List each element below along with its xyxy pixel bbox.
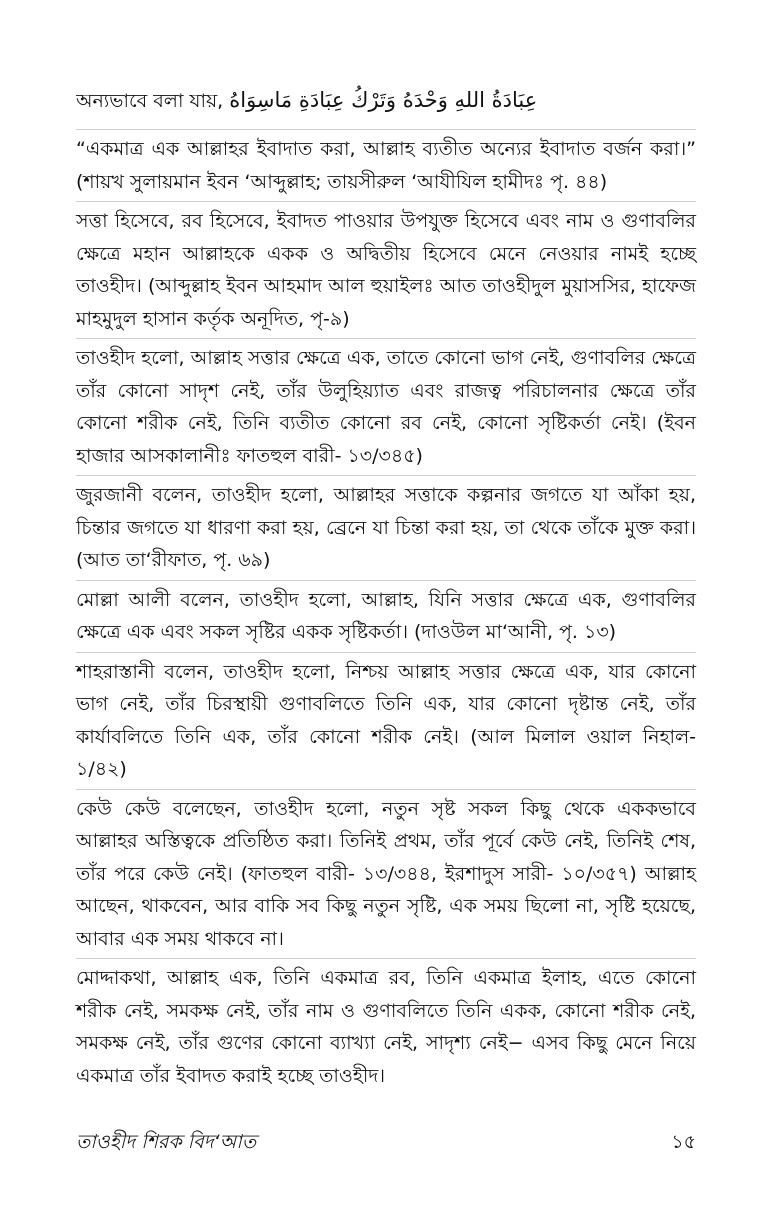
paragraph-5: মোল্লা আলী বলেন, তাওহীদ হলো, আল্লাহ, যিনি সত্তার ক্ষেত্রে এক, গুণাবলির ক্ষেত্রে এক এবং সকল সৃষ্টির একক সৃষ্টিকর্তা। (দাওউল মা‘আনী, পৃ. ১৩): [76, 588, 696, 643]
paragraph-divider: [76, 201, 696, 202]
paragraph-1: “একমাত্র এক আল্লাহর ইবাদাত করা, আল্লাহ ব্যতীত অন্যের ইবাদাত বর্জন করা।” (শায়খ সুলায়মান ইবন ‘আব্দুল্লাহ; তায়সীরুল ‘আযীযিল হামীদঃ পৃ. ৪৪): [76, 138, 696, 193]
page-footer: [76, 1128, 696, 1164]
paragraph-7: কেউ কেউ বলেছেন, তাওহীদ হলো, নতুন সৃষ্ট সকল কিছু থেকে এককভাবে আল্লাহর অস্তিত্বকে প্রতিষ্ঠিত করা। তিনিই প্রথম, তাঁর পূর্বে কেউ নেই, তিনিই শেষ, তাঁর পরে কেউ নেই। (ফাতহুল বারী- ১৩/৩৪৪, ইরশাদুস সারী- ১০/৩৫৭) আল্লাহ আছেন, থাকবেন, আর বাকি সব কিছু নতুন সৃষ্টি, এক সময় ছিলো না, সৃষ্টি হয়েছে, আবার এক সময় থাকবে না।: [76, 797, 696, 950]
paragraph-6: শাহরাস্তানী বলেন, তাওহীদ হলো, নিশ্চয় আল্লাহ সত্তার ক্ষেত্রে এক, যার কোনো ভাগ নেই, তাঁর চিরস্থায়ী গুণাবলিতে তিনি এক, যার কোনো দৃষ্টান্ত নেই, তাঁর কার্যাবলিতে তিনি এক, তাঁর কোনো শরীক নেই। (আল মিলাল ওয়াল নিহাল- ১/৪২): [76, 660, 696, 780]
paragraph-8: মোদ্দাকথা, আল্লাহ এক, তিনি একমাত্র রব, তিনি একমাত্র ইলাহ, এতে কোনো শরীক নেই, সমকক্ষ নেই, তাঁর নাম ও গুণাবলিতে তিনি একক, কোনো শরীক নেই, সমকক্ষ নেই, তাঁর গুণের কোনো ব্যাখ্যা নেই, সাদৃশ্য নেই− এসব কিছু মেনে নিয়ে একমাত্র তাঁর ইবাদত করাই হচ্ছে তাওহীদ।: [76, 967, 696, 1087]
paragraph-divider: [76, 129, 696, 130]
paragraph-divider: [76, 652, 696, 653]
paragraph-4: জুরজানী বলেন, তাওহীদ হলো, আল্লাহর সত্তাকে কল্পনার জগতে যা আঁকা হয়, চিন্তার জগতে যা ধারণা করা হয়, ব্রেনে যা চিন্তা করা হয়, তা থেকে তাঁকে মুক্ত করা। (আত তা‘রীফাত, পৃ. ৬৯): [76, 484, 696, 571]
paragraph-divider: [76, 958, 696, 959]
page-number: ১৫: [671, 1131, 696, 1153]
paragraph-divider: [76, 789, 696, 790]
running-footer-title: তাওহীদ শিরক বিদ‘আত: [76, 1131, 257, 1153]
arabic-quote: عِبَادَةُ اللهِ وَحْدَهُ وَتَرْكُ عِبَادَةِ مَاسِوَاهُ: [229, 88, 538, 112]
paragraph-divider: [76, 580, 696, 581]
intro-line: [76, 82, 696, 126]
paragraph-2: সত্তা হিসেবে, রব হিসেবে, ইবাদত পাওয়ার উপযুক্ত হিসেবে এবং নাম ও গুণাবলির ক্ষেত্রে মহান আল্লাহকে একক ও অদ্বিতীয় হিসেবে মেনে নেওয়ার নামই হচ্ছে তাওহীদ। (আব্দুল্লাহ ইবন আহমাদ আল হুয়াইলঃ আত তাওহীদুল মুয়াসসির, হাফেজ মাহমুদুল হাসান কর্তৃক অনূদিত, পৃ-৯): [76, 210, 696, 330]
intro-text: অন্যভাবে বলা যায়,: [76, 90, 230, 112]
paragraph-3: তাওহীদ হলো, আল্লাহ সত্তার ক্ষেত্রে এক, তাতে কোনো ভাগ নেই, গুণাবলির ক্ষেত্রে তাঁর কোনো সাদৃশ নেই, তাঁর উলুহিয়্যাত এবং রাজত্ব পরিচালনার ক্ষেত্রে তাঁর কোনো শরীক নেই, তিনি ব্যতীত কোনো রব নেই, কোনো সৃষ্টিকর্তা নেই। (ইবন হাজার আসকালানীঃ ফাতহুল বারী- ১৩/৩৪৫): [76, 347, 696, 467]
paragraph-divider: [76, 475, 696, 476]
paragraph-divider: [76, 338, 696, 339]
page-body: [76, 82, 696, 1092]
